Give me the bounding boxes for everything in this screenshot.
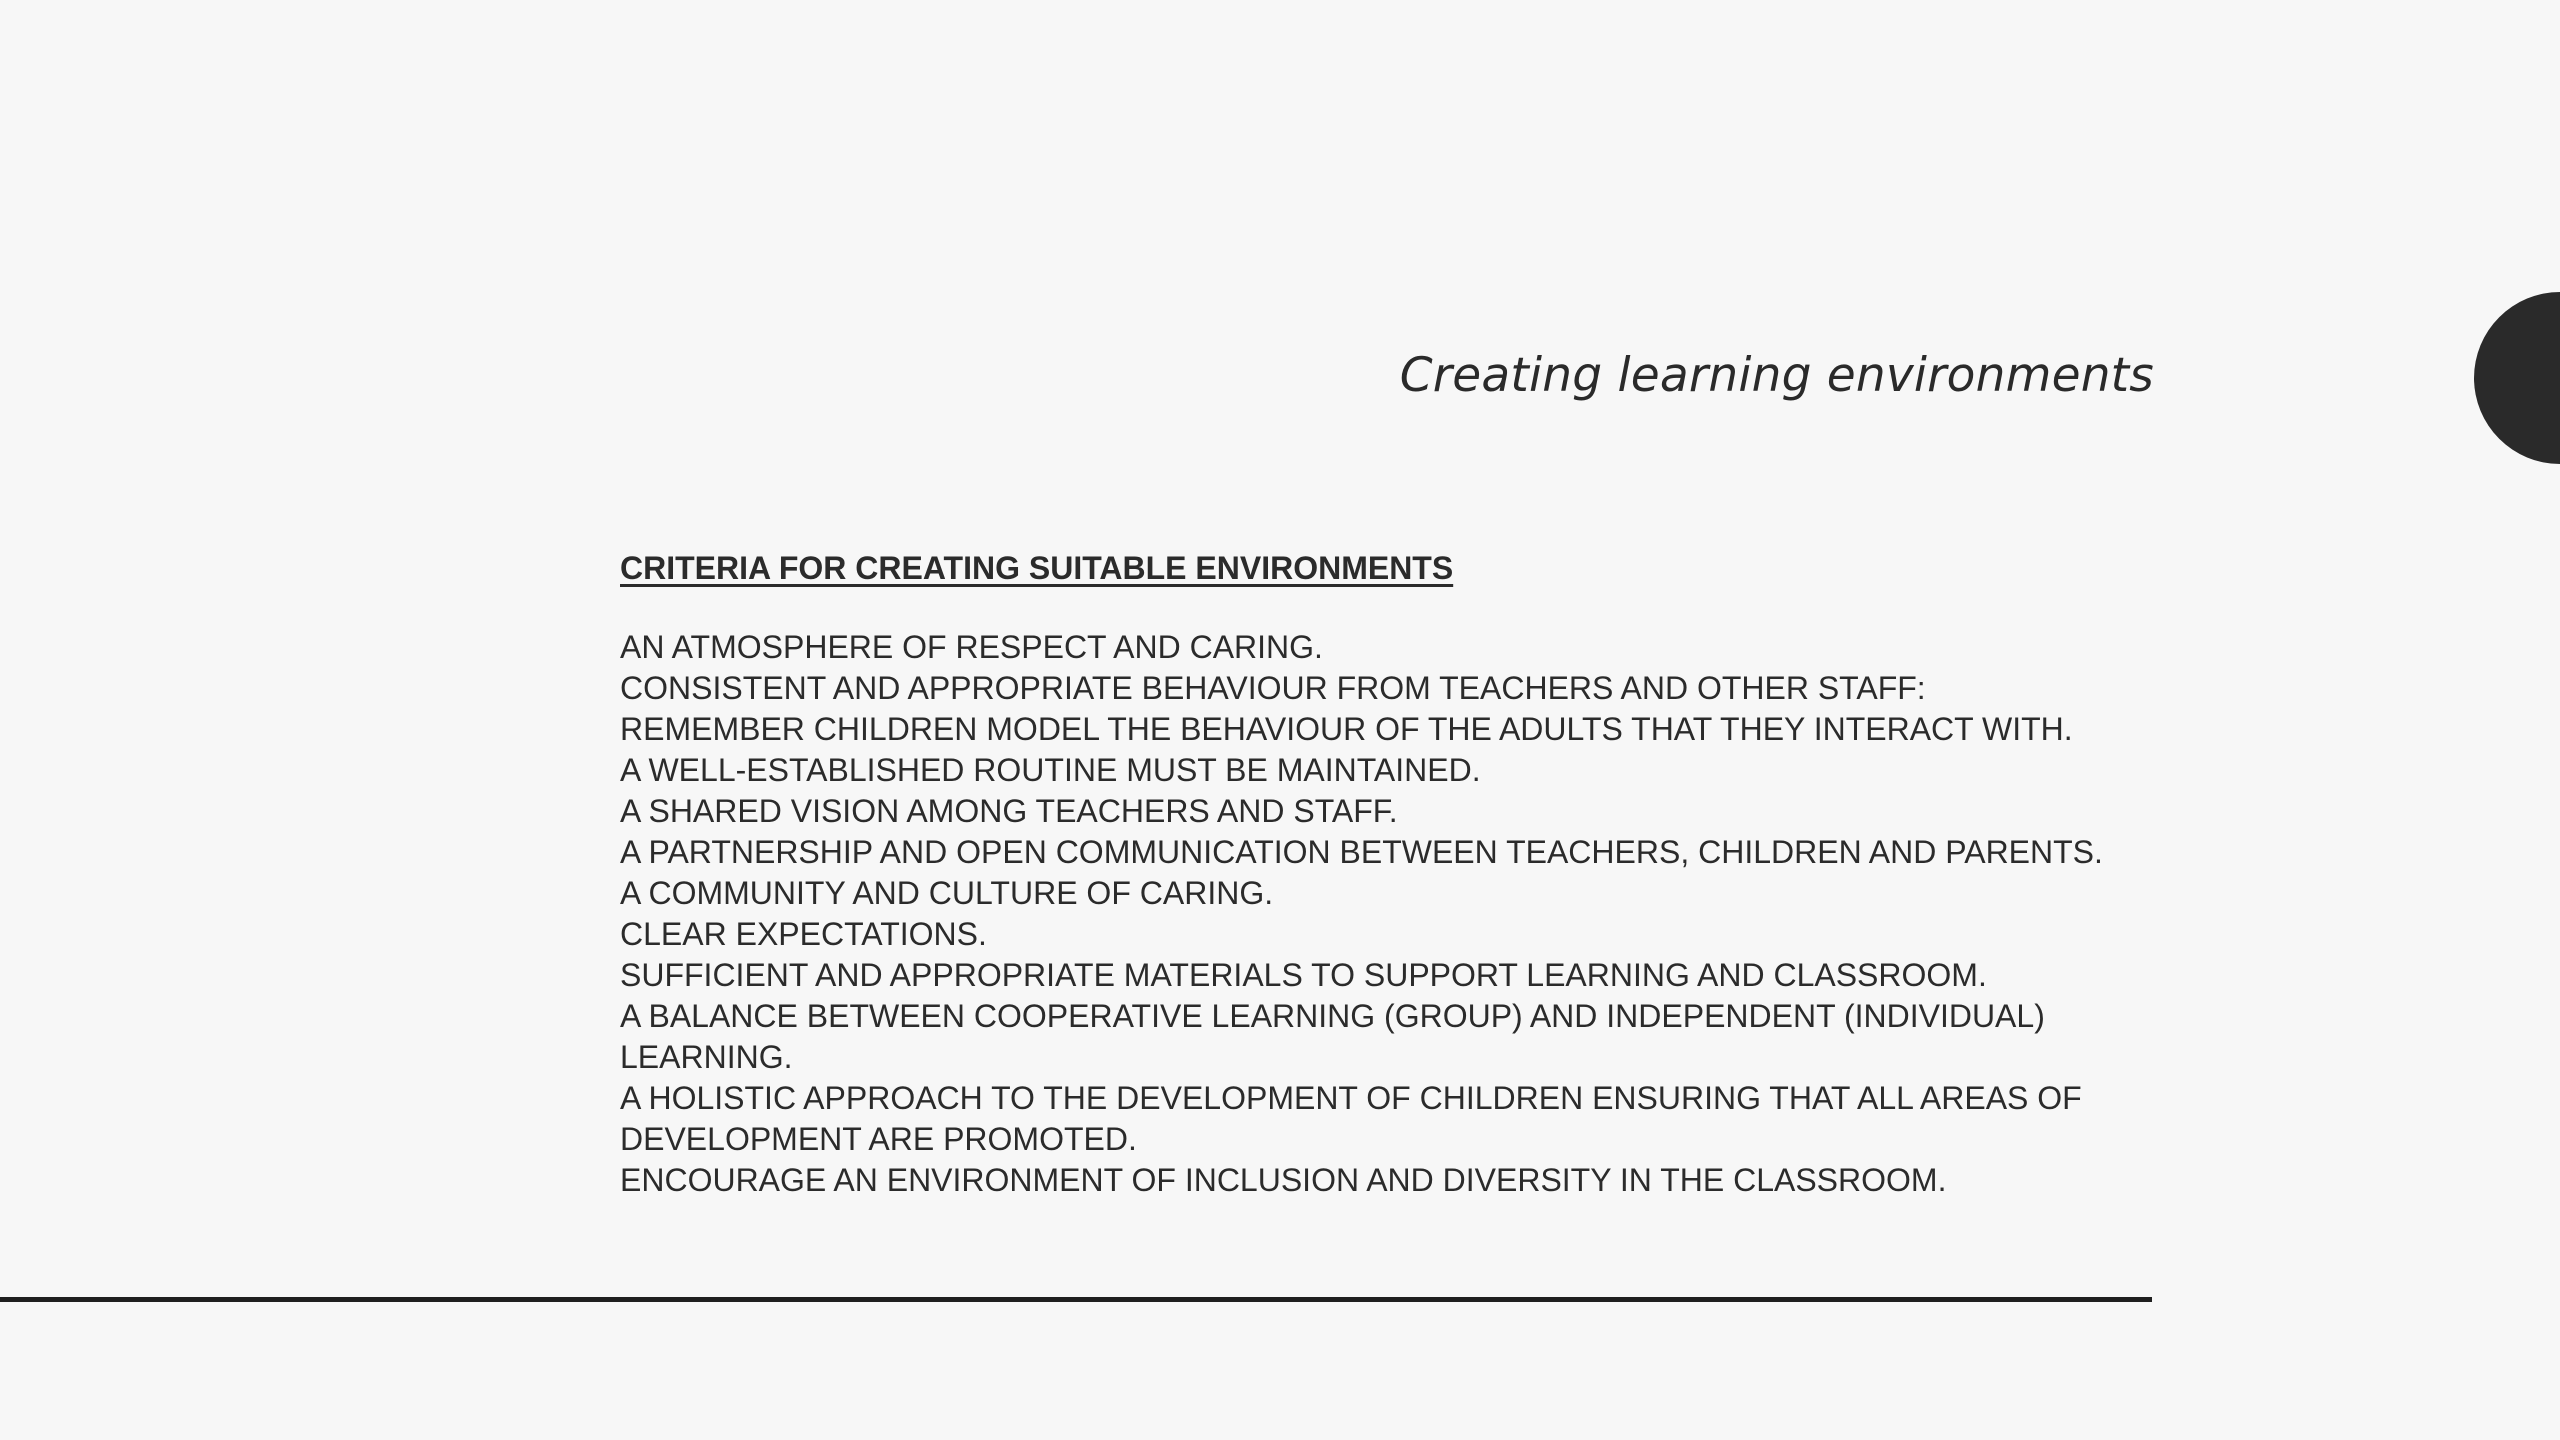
criteria-item: CONSISTENT AND APPROPRIATE BEHAVIOUR FROM TEACHERS AND OTHER STAFF: — [620, 670, 1926, 706]
criteria-item: AN ATMOSPHERE OF RESPECT AND CARING. — [620, 629, 1323, 665]
criteria-item: A HOLISTIC APPROACH TO THE DEVELOPMENT OF CHILDREN ENSURING THAT ALL AREAS OF DEVELOPMENT ARE PROMOTED. — [620, 1080, 2082, 1157]
bottom-divider — [0, 1297, 2152, 1302]
criteria-item: A SHARED VISION AMONG TEACHERS AND STAFF. — [620, 793, 1398, 829]
decorative-circle — [2474, 292, 2560, 464]
criteria-list — [620, 627, 2180, 1201]
slide-content — [620, 548, 2180, 1201]
criteria-item: ENCOURAGE AN ENVIRONMENT OF INCLUSION AND DIVERSITY IN THE CLASSROOM. — [620, 1162, 1947, 1198]
criteria-item: A COMMUNITY AND CULTURE OF CARING. — [620, 875, 1274, 911]
criteria-item: CLEAR EXPECTATIONS. — [620, 916, 987, 952]
section-heading: CRITERIA FOR CREATING SUITABLE ENVIRONMENTS — [620, 550, 1454, 586]
slide-title: Creating learning environments — [1399, 348, 2154, 403]
criteria-item: REMEMBER CHILDREN MODEL THE BEHAVIOUR OF THE ADULTS THAT THEY INTERACT WITH. — [620, 711, 2073, 747]
criteria-item: A WELL-ESTABLISHED ROUTINE MUST BE MAINTAINED. — [620, 752, 1481, 788]
criteria-item: A PARTNERSHIP AND OPEN COMMUNICATION BETWEEN TEACHERS, CHILDREN AND PARENTS. — [620, 834, 2103, 870]
criteria-item: A BALANCE BETWEEN COOPERATIVE LEARNING (GROUP) AND INDEPENDENT (INDIVIDUAL) LEARNING. — [620, 998, 2045, 1075]
criteria-item: SUFFICIENT AND APPROPRIATE MATERIALS TO SUPPORT LEARNING AND CLASSROOM. — [620, 957, 1987, 993]
